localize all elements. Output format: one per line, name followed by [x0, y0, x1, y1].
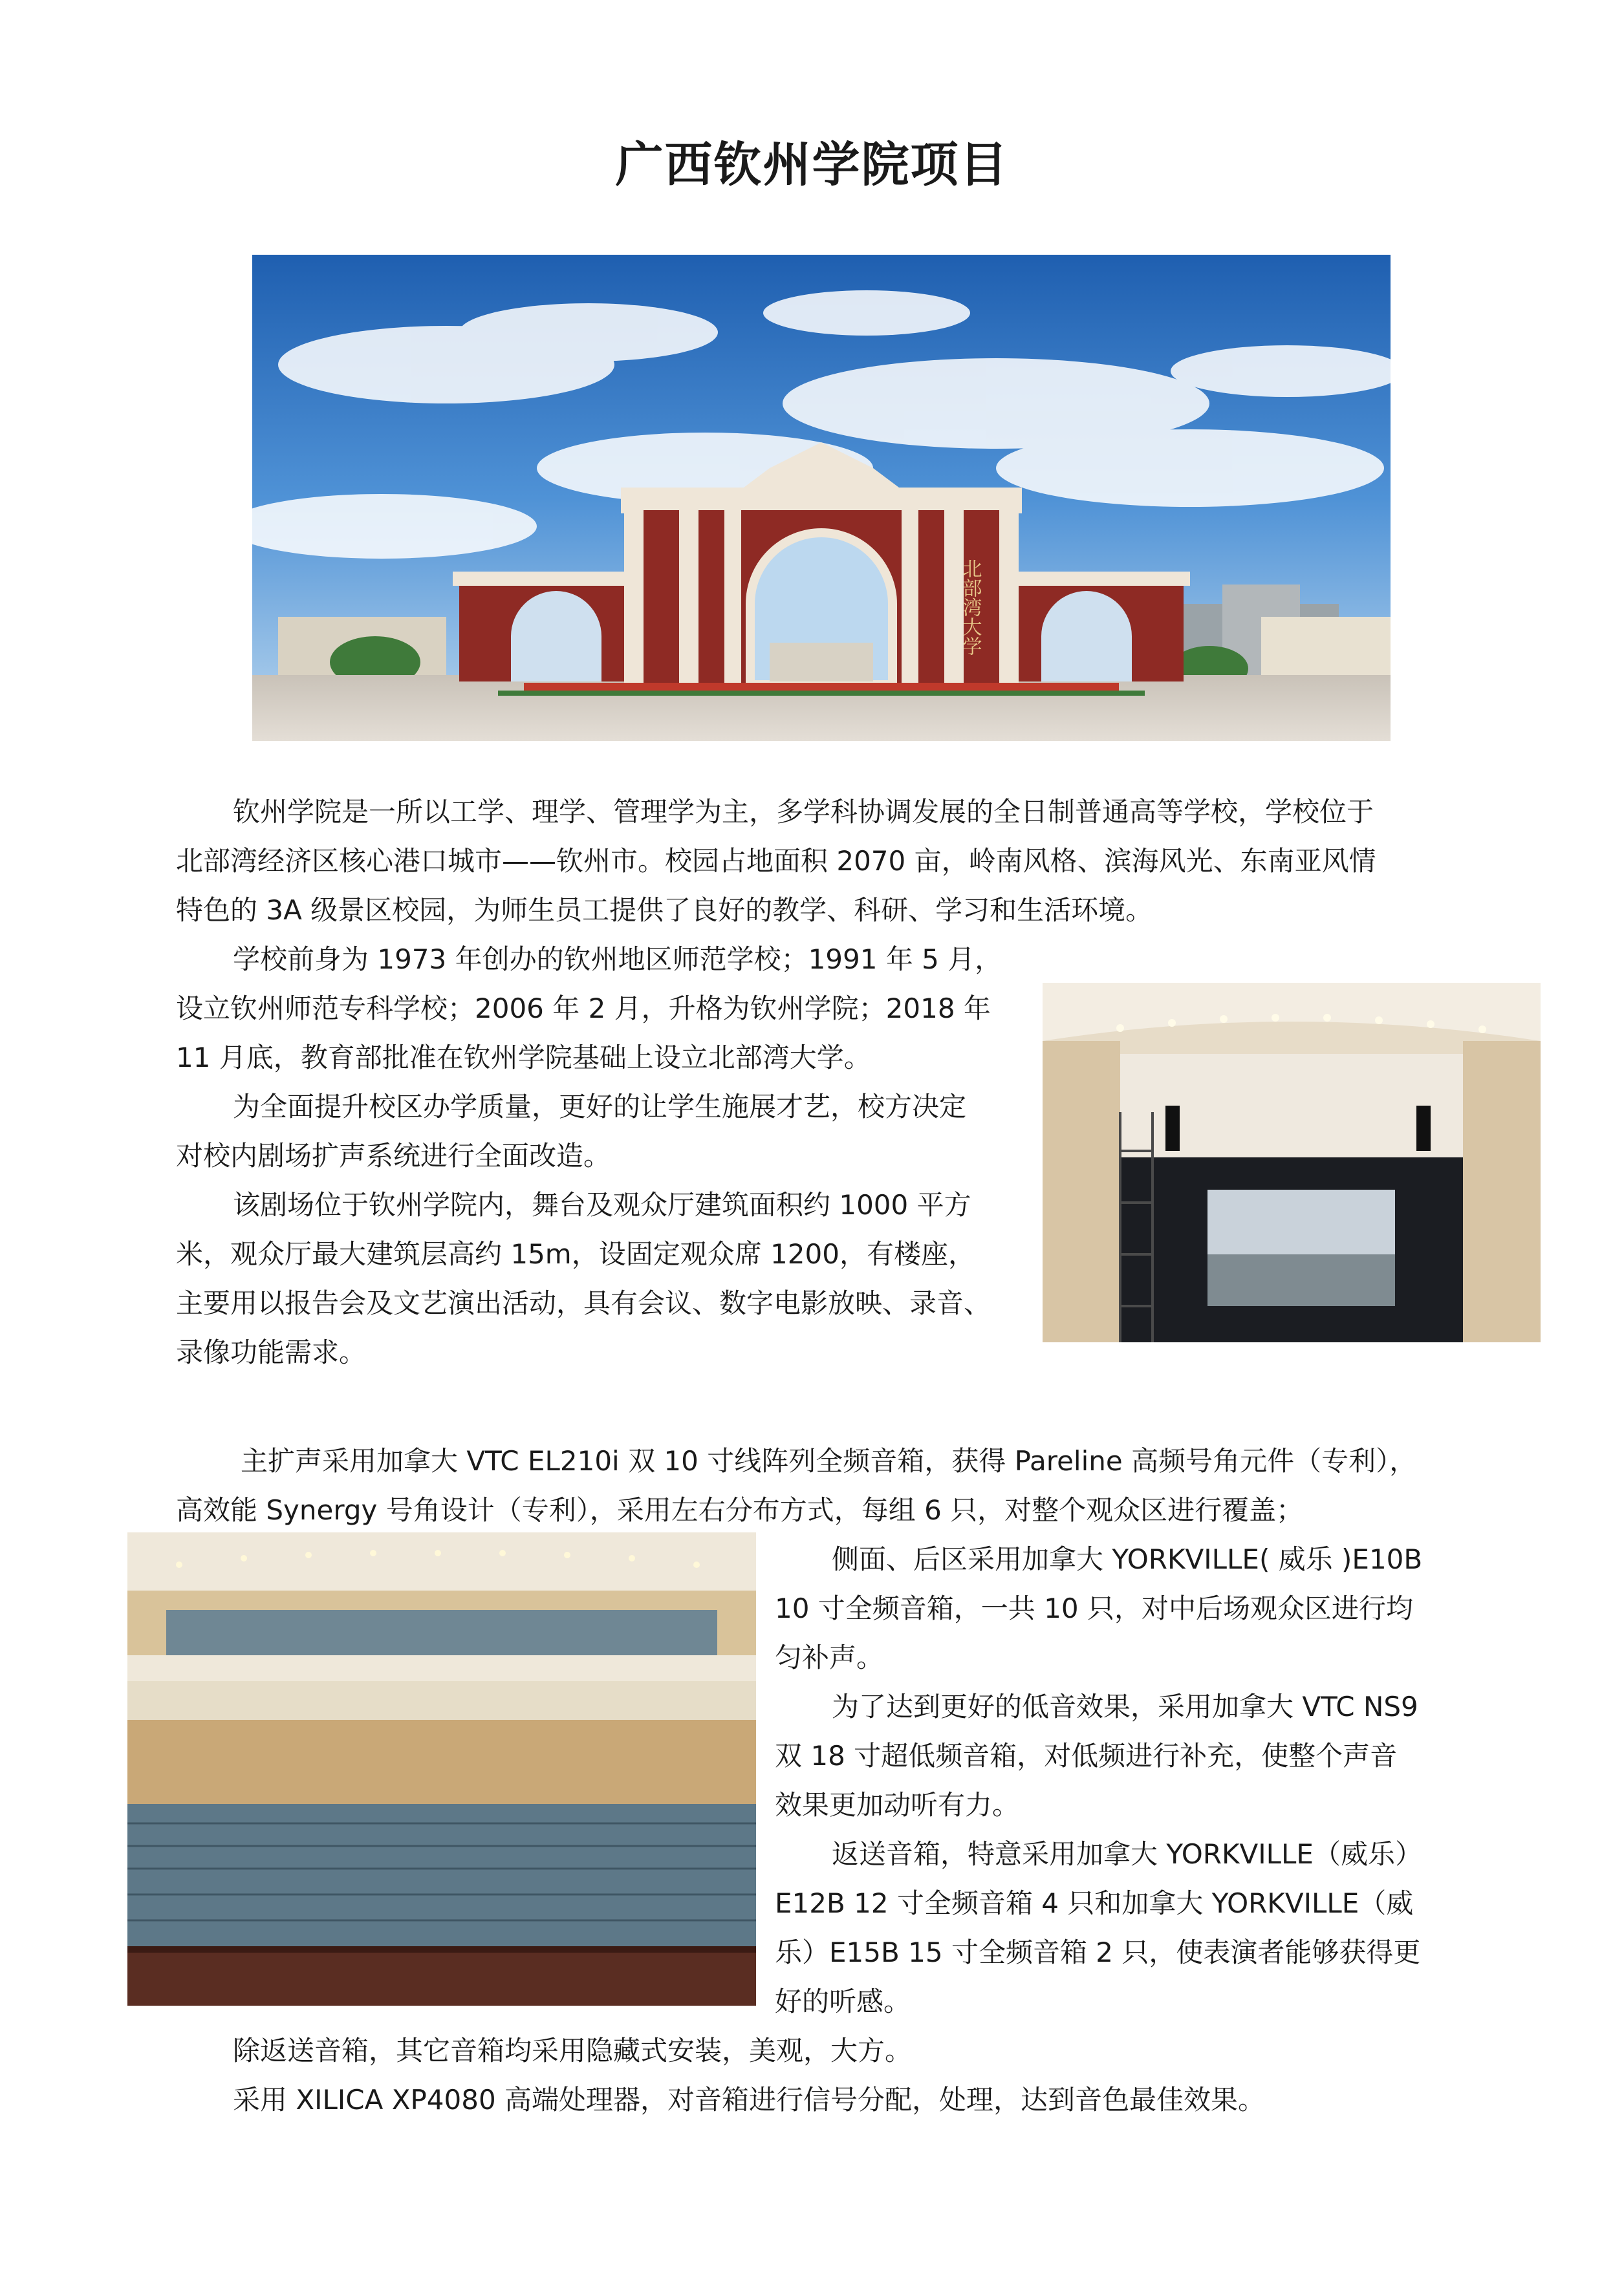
history-line: 11 月底，教育部批准在钦州学院基础上设立北部湾大学。 [176, 1042, 871, 1073]
intro-line: 特色的 3A 级景区校园，为师生员工提供了良好的教学、科研、学习和生活环境。 [176, 894, 1153, 926]
gate-sign: 北部湾大学 [958, 559, 982, 656]
processor-paragraph: 采用 XILICA XP4080 高端处理器，对音箱进行信号分配，处理，达到音色最佳效果。 [233, 2084, 1266, 2116]
stage-illustration [1043, 983, 1541, 1342]
main-speakers-line: 高效能 Synergy 号角设计（专利），采用左右分布方式，每组 6 只，对整个观众区进行覆盖； [176, 1494, 1304, 1526]
installation-paragraph: 除返送音箱，其它音箱均采用隐藏式安装，美观，大方。 [233, 2035, 913, 2066]
side-speakers-paragraph [775, 1535, 1422, 1682]
intro-line: 北部湾经济区核心港口城市——钦州市。校园占地面积 2070 亩，岭南风格、滨海风光、东南亚风情 [176, 845, 1376, 877]
purpose-line: 对校内剧场扩声系统进行全面改造。 [176, 1140, 611, 1172]
subwoofer-paragraph [775, 1682, 1418, 1830]
subwoofer-line: 双 18 寸超低频音箱，对低频进行补充，使整个声音 [775, 1740, 1398, 1772]
main-speakers-paragraph [176, 1437, 1416, 1535]
history-line: 设立钦州师范专科学校；2006 年 2 月，升格为钦州学院；2018 年 [176, 992, 991, 1024]
main-speakers-line: 主扩声采用加拿大 VTC EL210i 双 10 寸线阵列全频音箱，获得 Pareline 高频号角元件（专利）， [241, 1445, 1417, 1477]
theater-line: 录像功能需求。 [176, 1336, 367, 1368]
auditorium-illustration [127, 1532, 756, 2006]
history-paragraph [176, 935, 1002, 1082]
intro-paragraph [176, 788, 1376, 935]
side-speakers-line: 匀补声。 [775, 1642, 884, 1673]
purpose-paragraph [176, 1082, 966, 1181]
side-speakers-line: 侧面、后区采用加拿大 YORKVILLE( 威乐 )E10B [832, 1543, 1423, 1575]
stage-photo [1043, 983, 1541, 1342]
monitors-line: E12B 12 寸全频音箱 4 只和加拿大 YORKVILLE（威 [775, 1887, 1414, 1919]
theater-paragraph [176, 1181, 991, 1377]
campus-gate-illustration [252, 255, 1391, 741]
monitors-paragraph [775, 1830, 1422, 2026]
side-speakers-line: 10 寸全频音箱，一共 10 只，对中后场观众区进行均 [775, 1593, 1413, 1624]
monitors-line: 好的听感。 [775, 1986, 911, 2017]
intro-line: 钦州学院是一所以工学、理学、管理学为主，多学科协调发展的全日制普通高等学校，学校位于 [233, 796, 1374, 828]
page-title: 广西钦州学院项目 [615, 137, 1009, 193]
monitors-line: 乐）E15B 15 寸全频音箱 2 只，使表演者能够获得更 [775, 1937, 1421, 1968]
subwoofer-line: 效果更加动听有力。 [775, 1789, 1020, 1821]
theater-line: 米，观众厅最大建筑层高约 15m，设固定观众席 1200，有楼座， [176, 1238, 975, 1270]
theater-line: 主要用以报告会及文艺演出活动，具有会议、数字电影放映、录音、 [176, 1287, 991, 1319]
subwoofer-line: 为了达到更好的低音效果，采用加拿大 VTC NS9 [832, 1691, 1418, 1722]
purpose-line: 为全面提升校区办学质量，更好的让学生施展才艺，校方决定 [233, 1091, 967, 1122]
monitors-line: 返送音箱，特意采用加拿大 YORKVILLE（威乐） [832, 1838, 1422, 1870]
theater-line: 该剧场位于钦州学院内，舞台及观众厅建筑面积约 1000 平方 [233, 1189, 971, 1221]
auditorium-photo [127, 1532, 756, 2006]
history-line: 学校前身为 1973 年创办的钦州地区师范学校；1991 年 5 月， [233, 943, 1002, 975]
campus-gate-photo [252, 255, 1391, 741]
